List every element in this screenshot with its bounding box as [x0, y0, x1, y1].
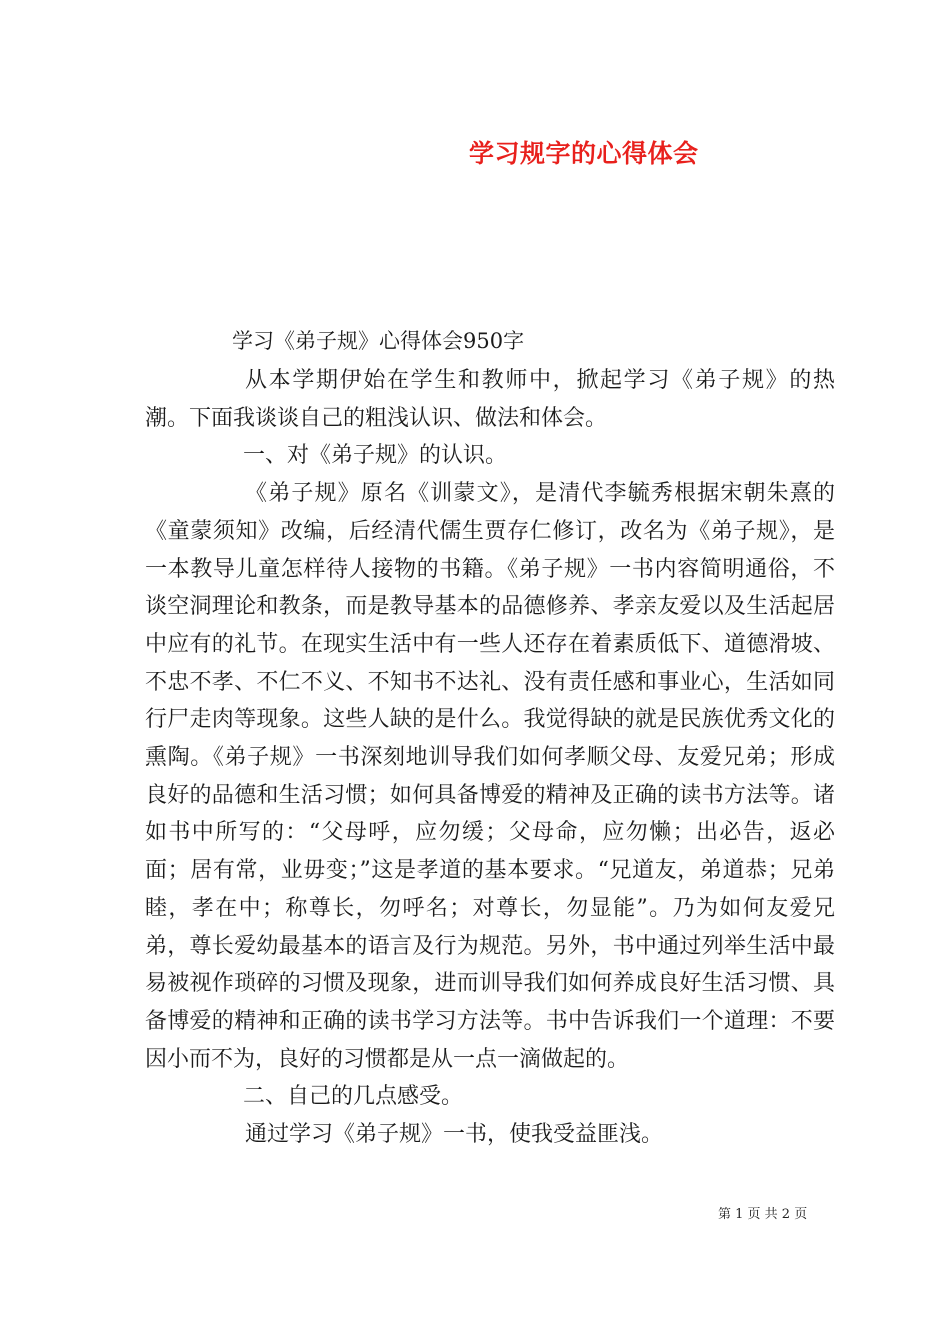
body-paragraph: 《弟子规》原名《训蒙文》，是清代李毓秀根据宋朝朱熹的《童蒙须知》改编，后经清代儒生贾存仁修订，改名为《弟子规》，是一本教导儿童怎样待人接物的书籍。《弟子规》一书内容简明通俗，不谈空洞理论和教条，而是教导基本的品德修养、孝亲友爱以及生活起居中应有的礼节。在现实生活中有一些人还存在着素质低下、道德滑坡、不忠不孝、不仁不义、不知书不达礼、没有责任感和事业心，生活如同行尸走肉等现象。这些人缺的是什么。我觉得缺的就是民族优秀文化的熏陶。《弟子规》一书深刻地训导我们如何孝顺父母、友爱兄弟；形成良好的品德和生活习惯；如何具备博爱的精神及正确的读书方法等。诸如书中所写的：“父母呼，应勿缓；父母命，应勿懒；出必告，返必面；居有常，业毋变；”这是孝道的基本要求。“兄道友，弟道恭；兄弟睦，孝在中；称尊长，勿呼名；对尊长，勿显能”。乃为如何友爱兄弟，尊长爱幼最基本的语言及行为规范。另外，书中通过列举生活中最易被视作琐碎的习惯及现象，进而训导我们如何养成良好生活习惯、具备博爱的精神和正确的读书学习方法等。书中告诉我们一个道理：不要因小而不为，良好的习惯都是从一点一滴做起的。: [145, 481, 835, 1072]
document-subtitle: 学习《弟子规》心得体会950字: [232, 329, 525, 353]
document-title: 学习规字的心得体会: [469, 139, 699, 168]
page-number: 第 1 页 共 2 页: [718, 1207, 808, 1222]
section-heading: 一、对《弟子规》的认识。: [243, 443, 508, 469]
section-heading: 二、自己的几点感受。: [243, 1084, 464, 1110]
document-body: [145, 362, 835, 1154]
body-paragraph: 从本学期伊始在学生和教师中，掀起学习《弟子规》的热潮。下面我谈谈自己的粗浅认识、做法和体会。: [145, 368, 835, 431]
body-paragraph: 通过学习《弟子规》一书，使我受益匪浅。: [245, 1122, 664, 1148]
